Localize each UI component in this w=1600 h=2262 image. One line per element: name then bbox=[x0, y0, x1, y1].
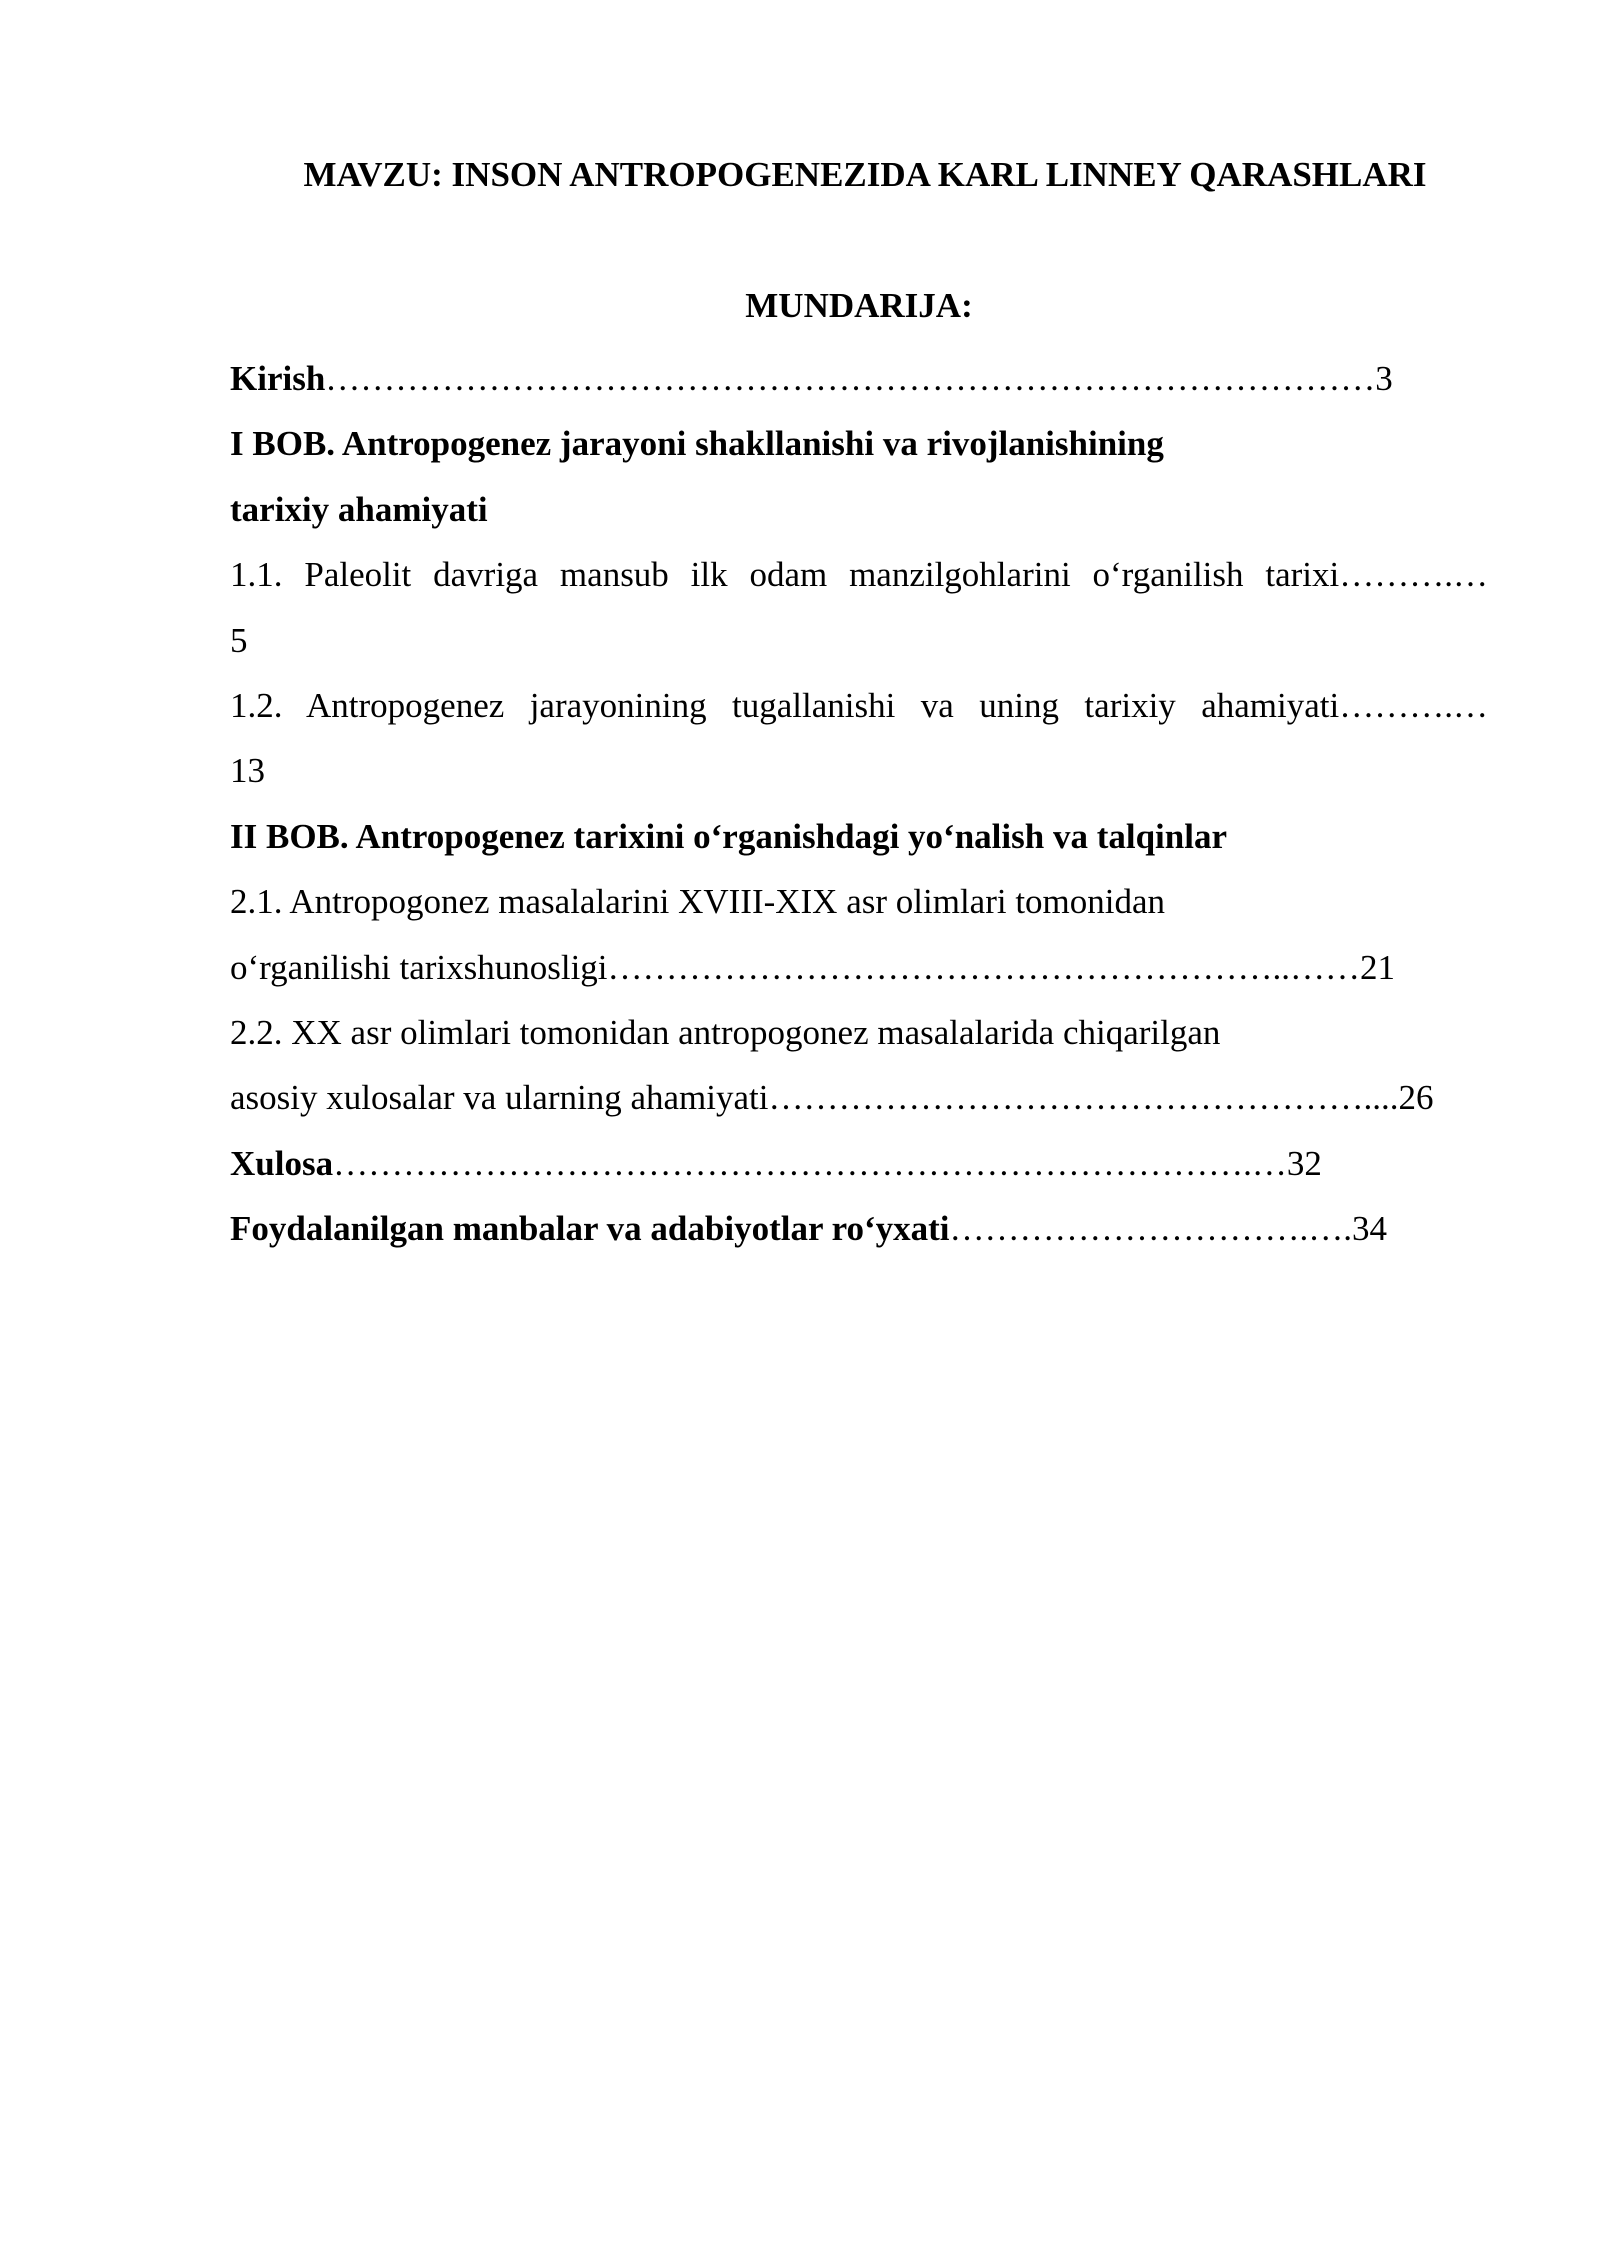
toc-section-2-1-line-2 bbox=[230, 935, 1488, 1000]
toc-page-number: 26 bbox=[1398, 1078, 1434, 1118]
toc-section-1-2-page: 13 bbox=[230, 751, 265, 791]
toc-leader-dots: ……………………………………………………………………………… bbox=[325, 359, 1376, 398]
toc-section-1-2: 1.2. Antropogenez jarayonining tugallanishi va uning tarixiy ahamiyati……….… bbox=[230, 685, 1488, 725]
toc-leader-dots: …………………………………………………………………….… bbox=[333, 1143, 1287, 1183]
toc-entry-label: Kirish bbox=[230, 359, 326, 398]
document-title: MAVZU: INSON ANTROPOGENEZIDA KARL LINNEY QARASHLARI bbox=[303, 155, 1427, 194]
toc-section-2-1-line-1: 2.1. Antropogonez masalalarini XVIII-XIX asr olimlari tomonidan bbox=[230, 882, 1166, 922]
toc-section-1-1-page: 5 bbox=[230, 620, 248, 660]
toc-chapter-1-line-1: I BOB. Antropogenez jarayoni shakllanishi va rivojlanishining bbox=[230, 424, 1164, 464]
toc-entry-manbalar bbox=[230, 1196, 1488, 1261]
table-of-contents bbox=[230, 346, 1488, 1261]
toc-page-number: 3 bbox=[1375, 359, 1393, 398]
toc-entry-kirish bbox=[230, 346, 1488, 411]
toc-entry-label: asosiy xulosalar va ularning ahamiyati bbox=[230, 1078, 769, 1118]
toc-section-2-2-line-2 bbox=[230, 1065, 1488, 1130]
toc-page-number: 32 bbox=[1286, 1143, 1322, 1183]
toc-leader-dots: …………………………………………….... bbox=[768, 1078, 1399, 1118]
toc-page-number: 34 bbox=[1352, 1209, 1388, 1249]
toc-entry-xulosa bbox=[230, 1131, 1488, 1196]
toc-page-number: 21 bbox=[1360, 947, 1396, 987]
toc-leader-dots: ………………………….…. bbox=[949, 1209, 1353, 1249]
toc-leader-dots: …………………………………………………..…… bbox=[607, 947, 1361, 987]
toc-chapter-2: II BOB. Antropogenez tarixini o‘rganishdagi yo‘nalish va talqinlar bbox=[230, 816, 1227, 856]
toc-chapter-1-line-2: tarixiy ahamiyati bbox=[230, 489, 488, 529]
toc-entry-label: Xulosa bbox=[230, 1143, 334, 1183]
toc-entry-label: Foydalanilgan manbalar va adabiyotlar ro‘yxati bbox=[230, 1209, 950, 1249]
toc-heading: MUNDARIJA: bbox=[745, 286, 973, 325]
toc-section-2-2-line-1: 2.2. XX asr olimlari tomonidan antropogonez masalalarida chiqarilgan bbox=[230, 1012, 1221, 1052]
toc-section-1-1: 1.1. Paleolit davriga mansub ilk odam manzilgohlarini o‘rganilish tarixi……….… bbox=[230, 555, 1488, 595]
toc-entry-label: o‘rganilishi tarixshunosligi bbox=[230, 947, 608, 987]
